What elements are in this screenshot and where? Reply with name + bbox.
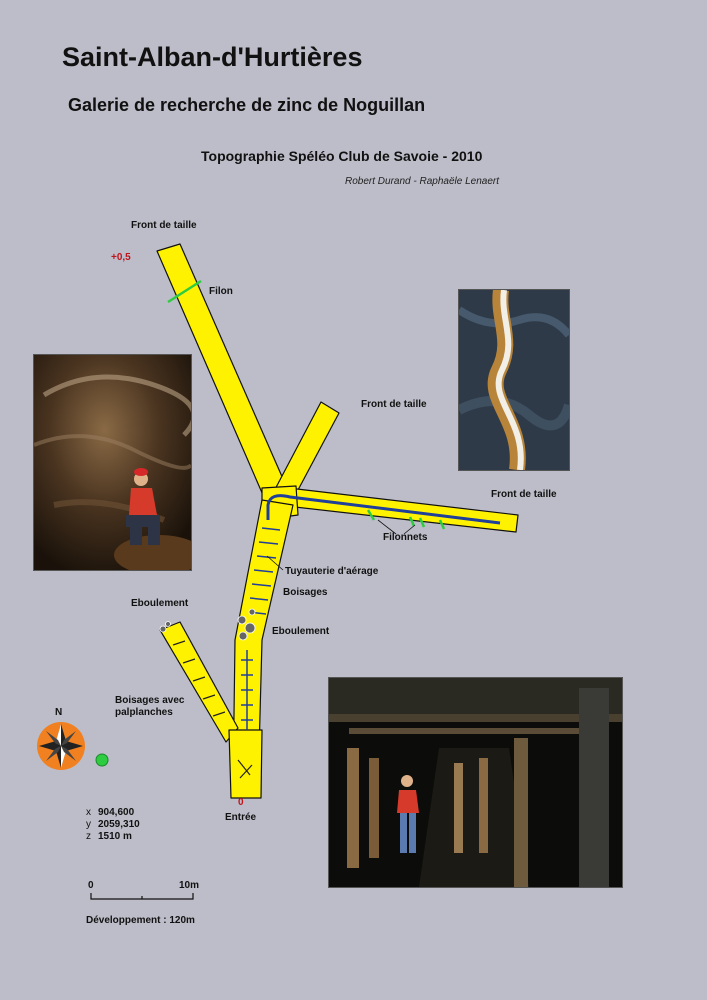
label-boisages-avec: Boisages avec <box>115 695 185 706</box>
coord-x-key: x <box>86 807 91 818</box>
north-label: N <box>55 707 63 718</box>
authors-credit: Robert Durand - Raphaële Lenaert <box>345 176 499 187</box>
label-filon: Filon <box>209 286 233 297</box>
label-palplanches: palplanches <box>115 707 173 718</box>
label-eboulement-left: Eboulement <box>131 598 189 609</box>
label-boisages: Boisages <box>283 587 328 598</box>
location-marker <box>96 754 108 766</box>
label-tuyauterie: Tuyauterie d'aérage <box>285 566 379 577</box>
map-title: Saint-Alban-d'Hurtières <box>62 42 363 72</box>
map-subtitle: Galerie de recherche de zinc de Noguillan <box>68 95 426 115</box>
survey-credit: Topographie Spéléo Club de Savoie - 2010 <box>201 148 483 164</box>
gallery <box>157 244 518 798</box>
label-filonnets: Filonnets <box>383 532 428 543</box>
label-entree: Entrée <box>225 812 257 823</box>
coord-y-key: y <box>86 819 91 830</box>
label-front-de-taille-middle: Front de taille <box>361 399 427 410</box>
coordinates-block <box>86 807 140 843</box>
label-front-de-taille-north: Front de taille <box>131 220 197 231</box>
scale-start: 0 <box>88 880 94 891</box>
scale-end: 10m <box>179 880 200 891</box>
elevation-entrance: 0 <box>238 797 244 808</box>
development-length: Développement : 120m <box>86 915 195 926</box>
coord-z-value: 1510 m <box>98 831 132 842</box>
leader-lines <box>267 520 415 570</box>
coord-z-key: z <box>86 831 91 842</box>
compass-rose <box>37 722 85 770</box>
label-front-de-taille-east: Front de taille <box>491 489 557 500</box>
elevation-top: +0,5 <box>111 252 131 263</box>
coord-x-value: 904,600 <box>98 807 135 818</box>
scale-bar <box>91 893 193 899</box>
label-eboulement-right: Eboulement <box>272 626 330 637</box>
coord-y-value: 2059,310 <box>98 819 140 830</box>
